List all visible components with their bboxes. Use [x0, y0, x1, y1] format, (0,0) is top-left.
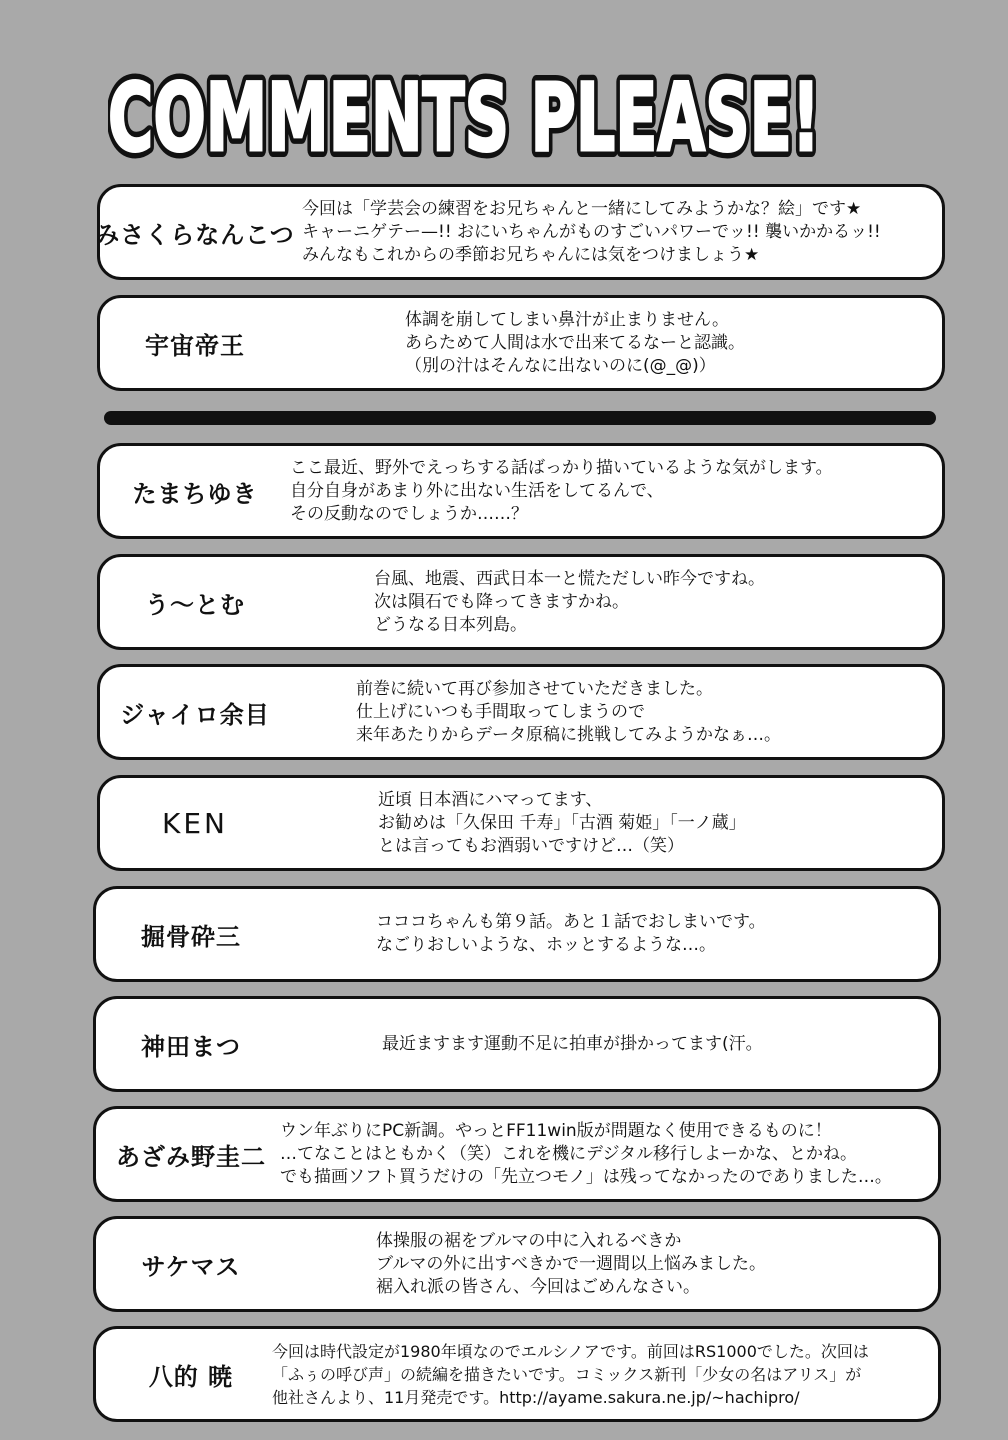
comment-line: 近頃 日本酒にハマってます、 — [378, 789, 603, 810]
comment-body — [382, 999, 926, 1089]
comment-line: 今回は「学芸会の練習をお兄ちゃんと一緒にしてみようかな？絵」です★ — [302, 198, 862, 219]
comment-line: 自分自身があまり外に出ない生活をしてるんで、 — [290, 480, 664, 501]
comment-line: キャーニゲテー—!! おにいちゃんがものすごいパワーでッ!! 襲いかかるッ!! — [302, 221, 881, 242]
comment-line: 他社さんより、11月発売です。http://ayame.sakura.ne.jp/~hachipro/ — [272, 1387, 800, 1407]
comment-body — [280, 1109, 926, 1199]
comment-line: …てなことはともかく（笑）これを機にデジタル移行しよーかな、とかね。 — [280, 1143, 857, 1164]
author-name: 神田まつ — [141, 1032, 241, 1061]
comment-line: 最近ますます運動不足に拍車が掛かってます(汗。 — [382, 1033, 763, 1054]
comment-line: あらためて人間は水で出来てるなーと認識。 — [405, 332, 745, 353]
author-name: サケマス — [141, 1252, 241, 1281]
comment-line: 「ふぅの呼び声」の続編を描きたいです。コミックス新刊「少女の名はアリス」が — [272, 1364, 862, 1384]
comment-body — [374, 557, 930, 647]
comment-card — [93, 1326, 941, 1422]
comment-line: 今回は時代設定が1980年頃なのでエルシノアです。前回はRS1000でした。次回は — [272, 1341, 869, 1361]
title-text: COMMENTS PLEASE! — [108, 64, 820, 172]
comment-line: ブルマの外に出すべきかで一週間以上悩みました。 — [376, 1253, 766, 1274]
comment-body — [405, 298, 930, 388]
comment-body — [378, 778, 930, 868]
author-name: 掘骨砕三 — [141, 922, 241, 951]
title-text-inner: COMMENTS PLEASE! — [108, 64, 820, 172]
title-logo — [108, 52, 828, 172]
author-name: う～とむ — [145, 590, 245, 619]
comment-line: 台風、地震、西武日本一と慌ただしい昨今ですね。 — [374, 568, 765, 589]
author-name: KEN — [162, 806, 228, 840]
comment-body — [302, 187, 930, 277]
comment-card — [93, 996, 941, 1092]
comment-line: その反動なのでしょうか……？ — [290, 503, 528, 524]
comment-line: 前巻に続いて再び参加させていただきました。 — [356, 678, 713, 699]
comment-line: みんなもこれからの季節お兄ちゃんには気をつけましょう★ — [302, 244, 760, 265]
page-title — [108, 52, 828, 172]
comment-line: でも描画ソフト買うだけの「先立つモノ」は残ってなかったのでありました…。 — [280, 1166, 892, 1187]
comment-card — [93, 886, 941, 982]
comment-card — [97, 554, 945, 650]
comment-card — [97, 295, 945, 391]
author-name: あざみ野圭二 — [116, 1142, 266, 1171]
author-name: ジャイロ余目 — [120, 700, 270, 729]
comment-body — [272, 1329, 926, 1419]
comment-body — [376, 889, 926, 979]
comment-line: ここ最近、野外でえっちする話ばっかり描いているような気がします。 — [290, 457, 833, 478]
comment-line: 体調を崩してしまい鼻汁が止まりません。 — [405, 309, 730, 330]
comment-line: どうなる日本列島。 — [374, 614, 527, 635]
author-name: 宇宙帝王 — [145, 331, 245, 360]
comment-card — [93, 1106, 941, 1202]
comment-body — [290, 446, 930, 536]
comment-line: とは言ってもお酒弱いですけど…（笑） — [378, 835, 684, 856]
comment-line: 来年あたりからデータ原稿に挑戦してみようかなぁ…。 — [356, 724, 781, 745]
comment-line: コココちゃんも第９話。あと１話でおしまいです。 — [376, 912, 766, 932]
section-divider — [104, 411, 936, 425]
comment-body — [356, 667, 930, 757]
comment-line: なごりおしいような、ホッとするような…。 — [376, 935, 716, 955]
comment-card — [97, 775, 945, 871]
comment-line: 体操服の裾をブルマの中に入れるべきか — [376, 1230, 682, 1251]
comment-line: 次は隕石でも降ってきますかね。 — [374, 591, 629, 612]
comment-card — [93, 1216, 941, 1312]
comment-card — [97, 664, 945, 760]
author-name: みさくらなんこつ — [95, 220, 295, 249]
comment-body — [376, 1219, 926, 1309]
comment-line: お勧めは「久保田 千寿」「古酒 菊姫」「一ノ蔵」 — [378, 812, 746, 833]
comment-line: 裾入れ派の皆さん、今回はごめんなさい。 — [376, 1276, 701, 1297]
comment-card — [97, 443, 945, 539]
comment-card — [97, 184, 945, 280]
author-name: 八的 暁 — [148, 1362, 234, 1391]
comment-line: （別の汁はそんなに出ないのに(@_@)） — [405, 355, 716, 376]
comment-line: ウン年ぶりにPC新調。やっとFF11win版が問題なく使用できるものに！ — [280, 1120, 832, 1141]
comment-line: 仕上げにいつも手間取ってしまうので — [356, 701, 645, 722]
author-name: たまちゆき — [132, 479, 258, 508]
